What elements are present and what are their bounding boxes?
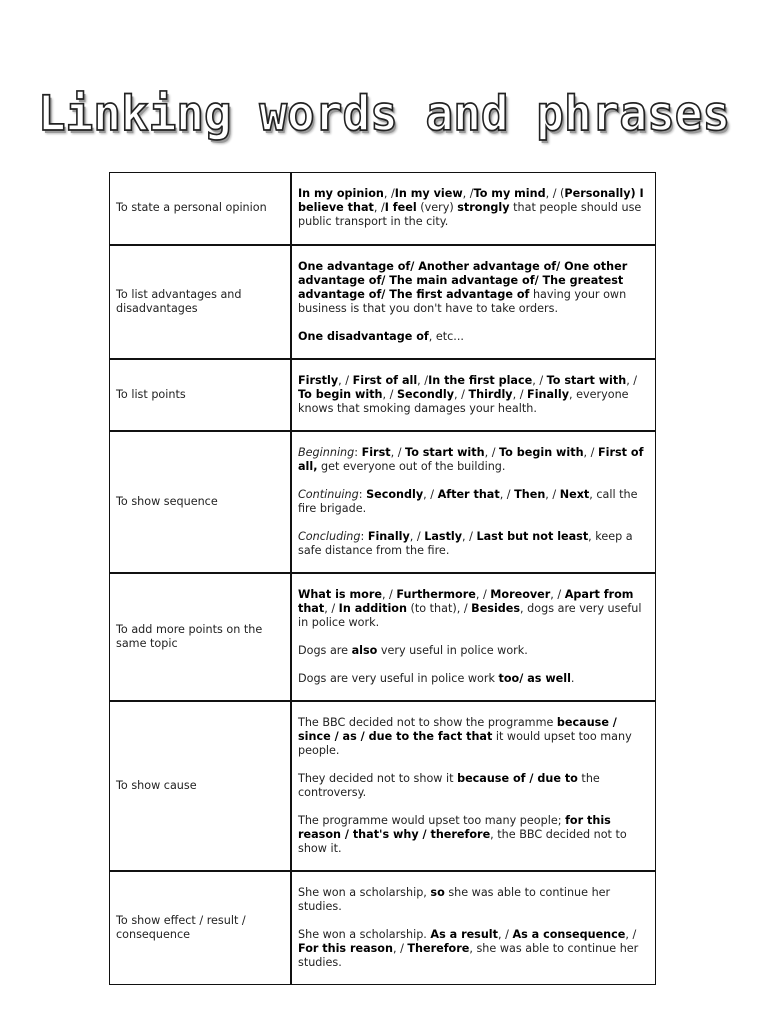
table-row xyxy=(110,701,656,871)
example-text: , / xyxy=(545,487,560,501)
example-text: , / xyxy=(484,445,500,459)
topic-cell: To add more points on the same topic xyxy=(110,573,292,701)
example-text: , / xyxy=(625,927,637,941)
linking-phrase: In the first place xyxy=(428,373,533,387)
example-text: , / xyxy=(373,201,385,215)
example-text: She won a scholarship. xyxy=(298,927,431,941)
linking-phrase: Firstly xyxy=(298,373,339,387)
example-text: it would upset too many people. xyxy=(298,729,632,757)
linking-phrase: Moreover xyxy=(490,587,551,601)
example-text: , / xyxy=(417,373,429,387)
example-text: , / xyxy=(462,529,477,543)
linking-phrase: for this reason / that's why / therefore xyxy=(298,813,611,841)
example-text: , / xyxy=(512,387,528,401)
table-row xyxy=(110,431,656,573)
example-text: , / xyxy=(423,487,438,501)
linking-phrase: Secondly xyxy=(396,387,455,401)
linking-phrase: One advantage of/ Another advantage of/ One other advantage of/ The main advantage of/ The greatest advantage of/ The first advantage of xyxy=(298,259,628,301)
linking-phrase: also xyxy=(351,643,378,657)
linking-phrase: As a result xyxy=(430,927,498,941)
table-row xyxy=(110,871,656,985)
example-text: , the BBC decided not to show it. xyxy=(298,827,627,855)
example-paragraph xyxy=(298,928,647,970)
example-text: The programme would upset too many people; xyxy=(298,813,566,827)
example-text: . xyxy=(570,671,575,685)
example-text: , / xyxy=(338,373,353,387)
example-cell xyxy=(291,431,656,573)
topic-cell: To show sequence xyxy=(110,431,292,573)
example-cell xyxy=(291,359,656,431)
example-text: , / xyxy=(390,445,406,459)
example-text: , keep a safe distance from the fire. xyxy=(298,529,633,557)
example-cell xyxy=(291,245,656,359)
example-text: , dogs are very useful in police work. xyxy=(298,601,642,629)
topic-cell: To show effect / result / consequence xyxy=(110,871,292,985)
linking-phrase: First of all, xyxy=(298,445,644,473)
stage-label: Concluding xyxy=(298,529,361,543)
linking-phrase: Besides xyxy=(471,601,521,615)
example-text: , / xyxy=(583,445,598,459)
linking-phrase: Lastly xyxy=(424,529,463,543)
example-text: , / xyxy=(462,187,474,201)
example-paragraph xyxy=(298,672,647,686)
example-text: : xyxy=(354,445,362,459)
linking-phrase: Finally xyxy=(527,387,569,401)
example-text: (very) xyxy=(416,201,458,215)
linking-phrase: strongly xyxy=(457,201,510,215)
linking-phrase: Secondly xyxy=(366,487,424,501)
example-paragraph xyxy=(298,187,647,229)
topic-cell: To show cause xyxy=(110,701,292,871)
linking-phrase: To my mind xyxy=(473,187,546,201)
example-paragraph xyxy=(298,446,647,474)
stage-label: Beginning xyxy=(298,445,355,459)
linking-phrase: In addition xyxy=(338,601,407,615)
example-paragraph xyxy=(298,886,647,914)
table-row xyxy=(110,359,656,431)
linking-phrase: To start with xyxy=(405,445,485,459)
example-text: having your own business is that you don't have to take orders. xyxy=(298,287,627,315)
example-text: , etc... xyxy=(428,329,464,343)
linking-phrase: First xyxy=(361,445,391,459)
example-paragraph xyxy=(298,530,647,558)
linking-phrase: For this reason xyxy=(298,941,393,955)
linking-phrase: To begin with xyxy=(298,387,383,401)
linking-phrase: Apart from that xyxy=(298,587,634,615)
linking-phrase: What is more xyxy=(298,587,382,601)
example-paragraph xyxy=(298,716,647,758)
example-text: , / xyxy=(383,187,395,201)
example-text: very useful in police work. xyxy=(377,643,528,657)
example-paragraph xyxy=(298,330,647,344)
linking-phrase: Furthermore xyxy=(396,587,476,601)
example-text: , / xyxy=(382,387,397,401)
example-text: get everyone out of the building. xyxy=(317,459,506,473)
example-text: , / xyxy=(532,373,547,387)
table-row xyxy=(110,245,656,359)
linking-phrase: because / since / as / due to the fact that xyxy=(298,715,617,743)
example-paragraph xyxy=(298,644,647,658)
example-text: , / xyxy=(499,487,515,501)
example-text: , she was able to continue her studies. xyxy=(298,941,639,969)
example-paragraph xyxy=(298,374,647,416)
linking-phrase: One disadvantage of xyxy=(298,329,429,343)
table-row xyxy=(110,173,656,245)
linking-phrase: Personally) I believe that xyxy=(298,187,644,215)
linking-phrase: As a consequence xyxy=(512,927,626,941)
example-cell xyxy=(291,871,656,985)
example-text: : xyxy=(358,487,367,501)
example-paragraph xyxy=(298,260,647,316)
linking-phrase: I feel xyxy=(384,201,417,215)
example-text: that people should use public transport in the city. xyxy=(298,201,642,229)
page-title: Linking words and phrases xyxy=(37,84,731,142)
example-paragraph xyxy=(298,814,647,856)
example-cell xyxy=(291,701,656,871)
example-text: : xyxy=(360,529,368,543)
linking-phrase: Therefore xyxy=(407,941,470,955)
example-text: Dogs are xyxy=(298,643,352,657)
example-text: , / xyxy=(409,529,425,543)
example-text: , call the fire brigade. xyxy=(298,487,638,515)
example-text: the controversy. xyxy=(298,771,600,799)
linking-phrase: To begin with xyxy=(499,445,584,459)
example-text: , / xyxy=(392,941,408,955)
linking-phrase: so xyxy=(430,885,445,899)
linking-phrase: After that xyxy=(437,487,500,501)
example-text: (to that), / xyxy=(406,601,472,615)
example-text: , / xyxy=(324,601,339,615)
example-text: , everyone knows that smoking damages your health. xyxy=(298,387,629,415)
linking-phrase: In my view xyxy=(394,187,463,201)
example-text: , / xyxy=(381,587,397,601)
example-text: , / xyxy=(454,387,469,401)
example-cell xyxy=(291,173,656,245)
linking-phrase: too/ as well xyxy=(498,671,571,685)
example-paragraph xyxy=(298,588,647,630)
linking-phrase: Then xyxy=(514,487,546,501)
example-text: She won a scholarship, xyxy=(298,885,431,899)
linking-phrase: because of / due to xyxy=(457,771,578,785)
stage-label: Continuing xyxy=(298,487,359,501)
table-row xyxy=(110,573,656,701)
linking-phrase: Thirdly xyxy=(468,387,513,401)
example-text: Dogs are very useful in police work xyxy=(298,671,499,685)
linking-words-table xyxy=(109,172,656,985)
example-paragraph xyxy=(298,488,647,516)
linking-phrase: In my opinion xyxy=(298,187,384,201)
example-text: , / xyxy=(626,373,638,387)
example-text: she was able to continue her studies. xyxy=(298,885,611,913)
linking-phrase: To start with xyxy=(546,373,627,387)
example-paragraph xyxy=(298,772,647,800)
linking-phrase: Last but not least xyxy=(476,529,589,543)
example-text: , / xyxy=(497,927,513,941)
linking-phrase: First of all xyxy=(352,373,418,387)
linking-phrase: Next xyxy=(559,487,590,501)
example-text: They decided not to show it xyxy=(298,771,458,785)
example-text: , / xyxy=(550,587,565,601)
topic-cell: To state a personal opinion xyxy=(110,173,292,245)
example-text: , / xyxy=(475,587,491,601)
example-cell xyxy=(291,573,656,701)
topic-cell: To list advantages and disadvantages xyxy=(110,245,292,359)
linking-phrase: Finally xyxy=(367,529,410,543)
example-text: , / ( xyxy=(545,187,565,201)
topic-cell: To list points xyxy=(110,359,292,431)
example-text: The BBC decided not to show the programme xyxy=(298,715,557,729)
